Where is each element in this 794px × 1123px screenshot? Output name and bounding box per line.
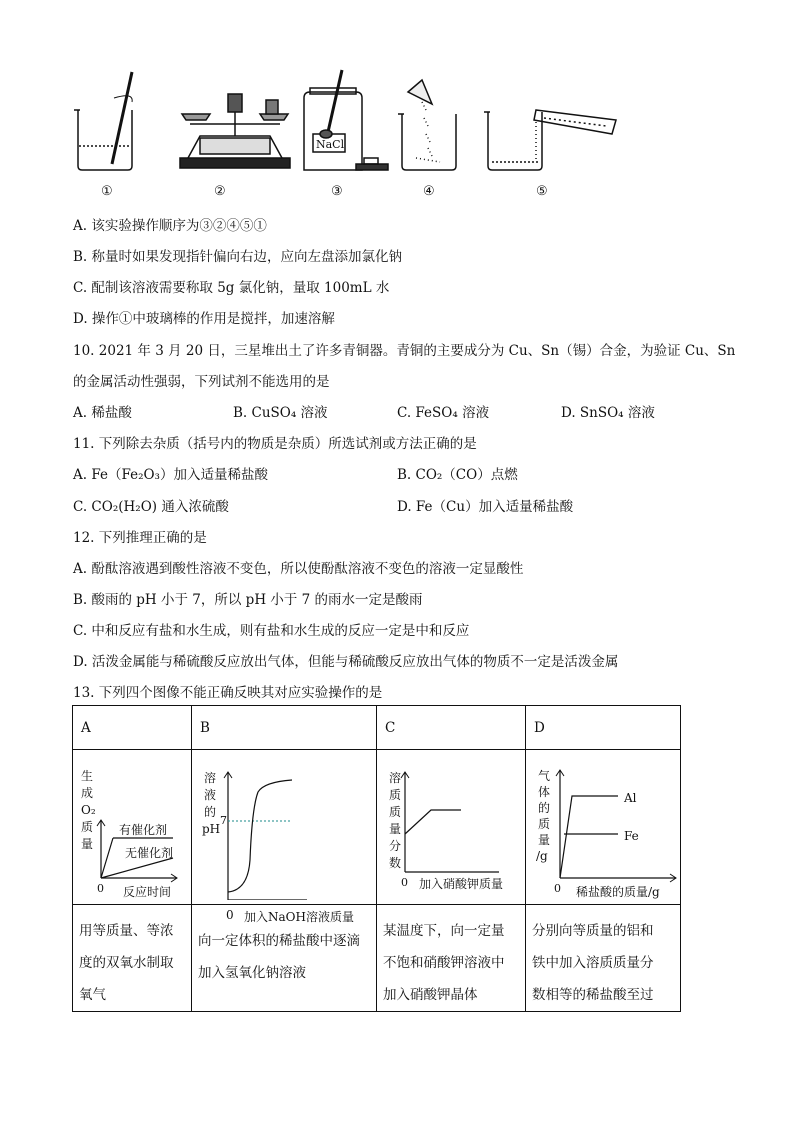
- graph-c-cell: [377, 750, 526, 905]
- q10-option-b: B. CuSO₄ 溶液: [233, 405, 328, 421]
- q10-option-c: C. FeSO₄ 溶液: [397, 405, 490, 421]
- beaker-powder-icon: [398, 80, 456, 170]
- q13-table: [72, 705, 681, 1012]
- q10-option-a: A. 稀盐酸: [73, 405, 132, 421]
- q11-option-b: B. CO₂（CO）点燃: [397, 467, 518, 483]
- graph-b-cell: [192, 750, 377, 924]
- apparatus-label: ⑤: [536, 184, 548, 199]
- apparatus-figure: [60, 62, 660, 202]
- apparatus-label: ②: [214, 184, 226, 199]
- q13-desc-c: 某温度下，向一定量 不饱和硝酸钾溶液中 加入硝酸钾晶体: [377, 905, 526, 1012]
- q10-option-d: D. SnSO₄ 溶液: [561, 405, 655, 421]
- graph-c-origin: 0: [401, 876, 408, 889]
- graph-d-series-al: [560, 796, 618, 878]
- q13-header-b: B: [192, 706, 377, 750]
- graph-a-ylabel: 量: [81, 837, 94, 851]
- graph-b-tick-7: 7: [220, 814, 227, 827]
- graph-c-ylabel: 质: [389, 788, 402, 802]
- graph-d-ylabel: 气: [538, 769, 551, 783]
- q13-header-a: A: [73, 706, 192, 750]
- beaker-pouring-icon: [484, 110, 616, 170]
- graph-c-ylabel: 数: [389, 856, 402, 870]
- graph-a-cell: [73, 750, 192, 905]
- q13-header-d: D: [526, 706, 681, 750]
- graph-b-ylabel: pH: [202, 822, 221, 836]
- q10-stem-cont: 的金属活动性强弱，下列试剂不能选用的是: [73, 374, 330, 390]
- q12-option-d: D. 活泼金属能与稀硫酸反应放出气体，但能与稀硫酸反应放出气体的物质不一定是活泼金属: [73, 654, 619, 670]
- balance-icon: [180, 94, 290, 168]
- apparatus-label: ④: [423, 184, 435, 199]
- q12-option-b: B. 酸雨的 pH 小于 7，所以 pH 小于 7 的雨水一定是酸雨: [73, 592, 423, 608]
- q13-header-c: C: [377, 706, 526, 750]
- graph-a-ylabel: 质: [81, 820, 94, 834]
- graph-a-label-catalyst: 有催化剂: [119, 823, 168, 837]
- q12-option-c: C. 中和反应有盐和水生成，则有盐和水生成的反应一定是中和反应: [73, 623, 470, 639]
- graph-a-ylabel: O₂: [81, 803, 96, 817]
- q11-option-c: C. CO₂(H₂O) 通入浓硫酸: [73, 499, 229, 515]
- q13-stem: 13. 下列四个图像不能正确反映其对应实验操作的是: [73, 685, 383, 701]
- graph-b-ylabel: 液: [204, 788, 217, 802]
- graph-d-origin: 0: [554, 882, 561, 895]
- graph-d-xlabel: 稀盐酸的质量/g: [576, 885, 660, 899]
- graph-b-ylabel: 的: [204, 805, 217, 819]
- graph-d-label-al: Al: [624, 791, 637, 805]
- q12-stem: 12. 下列推理正确的是: [73, 530, 207, 546]
- graph-a-ylabel: 生: [81, 769, 94, 783]
- graph-c-ylabel: 量: [389, 822, 402, 836]
- graph-d-ylabel: 体: [538, 785, 551, 799]
- graph-b-origin: 0: [226, 908, 234, 922]
- q9-option-c: C. 配制该溶液需要称取 5g 氯化钠，量取 100mL 水: [73, 280, 390, 296]
- beaker-stirring-icon: [74, 72, 132, 170]
- graph-d-ylabel: 量: [538, 833, 551, 847]
- graph-d-ylabel: 质: [538, 817, 551, 831]
- q13-desc-d: 分别向等质量的铝和 铁中加入溶质质量分 数相等的稀盐酸至过: [526, 905, 681, 1012]
- graph-d-ylabel: /g: [536, 849, 548, 863]
- q11-stem: 11. 下列除去杂质（括号内的物质是杂质）所选试剂或方法正确的是: [73, 436, 477, 452]
- graph-a-origin: 0: [97, 882, 104, 895]
- graph-d-cell: [526, 750, 681, 905]
- graph-a-series-nocatalyst: [101, 858, 173, 878]
- graph-d-ylabel: 的: [538, 801, 551, 815]
- graph-b: [192, 750, 376, 900]
- graph-d: [526, 750, 680, 900]
- q9-option-b: B. 称量时如果发现指针偏向右边，应向左盘添加氯化钠: [73, 249, 403, 265]
- apparatus-label: ③: [331, 184, 343, 199]
- graph-a-label-nocatalyst: 无催化剂: [125, 846, 174, 860]
- graph-c-xlabel: 加入硝酸钾质量: [419, 877, 504, 891]
- apparatus-label: ①: [101, 184, 113, 199]
- q11-option-d: D. Fe（Cu）加入适量稀盐酸: [397, 499, 574, 515]
- graph-a-series-catalyst: [101, 838, 113, 878]
- graph-c-ylabel: 分: [389, 839, 402, 853]
- q12-option-a: A. 酚酞溶液遇到酸性溶液不变色，所以使酚酞溶液不变色的溶液一定显酸性: [73, 561, 524, 577]
- q13-desc-b: 向一定体积的稀盐酸中逐滴 加入氢氧化钠溶液: [192, 905, 377, 1012]
- graph-c-ylabel: 溶: [389, 771, 402, 785]
- q9-option-d: D. 操作①中玻璃棒的作用是搅拌，加速溶解: [73, 311, 335, 327]
- graph-c: [377, 750, 525, 900]
- graph-b-ylabel: 溶: [204, 771, 217, 785]
- q11-option-a: A. Fe（Fe₂O₃）加入适量稀盐酸: [73, 467, 268, 483]
- graph-b-series: [228, 780, 292, 892]
- nacl-label: NaCl: [316, 138, 345, 151]
- graph-a: [73, 750, 191, 900]
- q9-option-a: A. 该实验操作顺序为③②④⑤①: [73, 218, 267, 234]
- q13-desc-a: 用等质量、等浓 度的双氧水制取 氧气: [73, 905, 192, 1012]
- graph-c-ylabel: 质: [389, 805, 402, 819]
- graph-d-label-fe: Fe: [624, 829, 639, 843]
- q10-stem: 10. 2021 年 3 月 20 日，三星堆出土了许多青铜器。青铜的主要成分为 Cu、Sn（锡）合金，为验证 Cu、Sn: [73, 343, 736, 359]
- graph-c-series: [405, 810, 461, 834]
- nacl-bottle-icon: [304, 70, 388, 170]
- graph-b-xlabel: 加入NaOH溶液质量: [244, 910, 354, 924]
- graph-a-ylabel: 成: [81, 786, 94, 800]
- graph-a-xlabel: 反应时间: [123, 885, 172, 899]
